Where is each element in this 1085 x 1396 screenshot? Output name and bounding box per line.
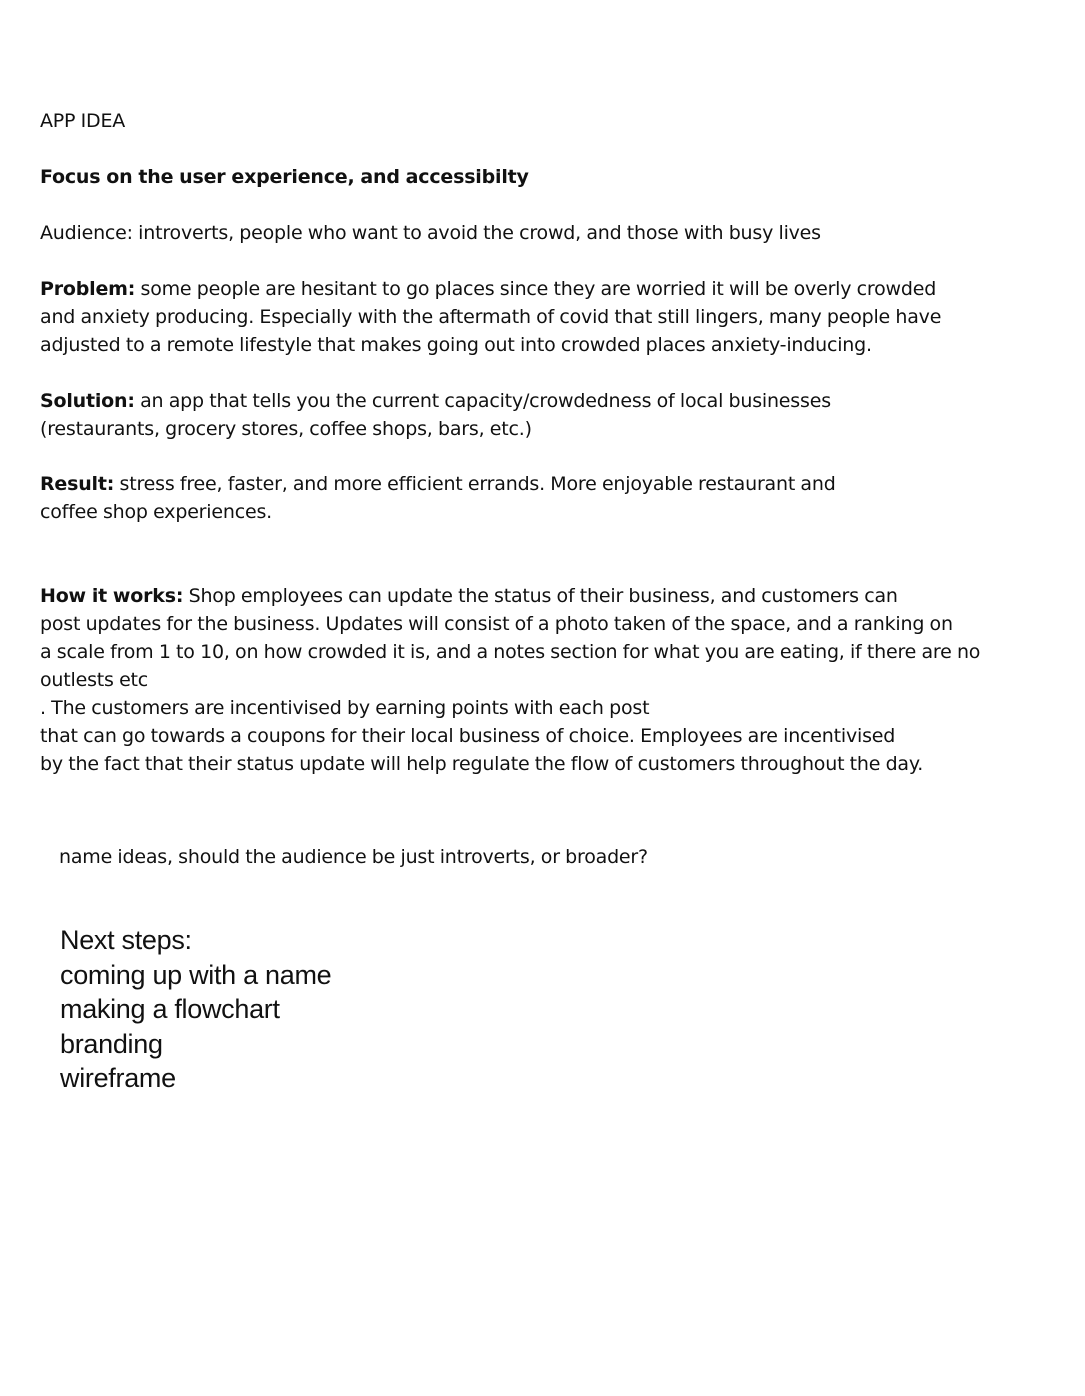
result-label: Result: [40,473,115,495]
problem-label: Problem: [40,278,136,300]
problem-text-1: some people are hesitant to go places since they are worried it will be overly crowded [135,278,937,300]
result-text-1: stress free, faster, and more efficient errands. More enjoyable restaurant and [114,473,836,495]
how-it-works-line-6: that can go towards a coupons for their local business of choice. Employees are incentivised [40,725,896,747]
solution-paragraph [40,387,1040,443]
how-it-works-label: How it works: [40,585,184,607]
solution-line-1 [40,387,1040,415]
open-question: name ideas, should the audience be just introverts, or broader? [59,846,648,868]
how-it-works-line-4: outlests etc [40,669,149,691]
problem-line-3: adjusted to a remote lifestyle that makes going out into crowded places anxiety-inducing. [40,334,872,356]
problem-line-2: and anxiety producing. Especially with the aftermath of covid that still lingers, many people have [40,306,942,328]
document-title [40,107,1040,135]
result-paragraph [40,470,1040,526]
result-line-2: coffee shop experiences. [40,501,272,523]
next-step-item: branding [60,1028,163,1059]
how-it-works-line-5: . The customers are incentivised by earning points with each post [40,697,650,719]
audience-text: Audience: introverts, people who want to avoid the crowd, and those with busy lives [40,222,821,244]
title-text: APP IDEA [40,110,126,132]
how-it-works-line-3: a scale from 1 to 10, on how crowded it is, and a notes section for what you are eating, if there are no [40,641,981,663]
how-it-works-line-2: post updates for the business. Updates will consist of a photo taken of the space, and a ranking on [40,613,953,635]
how-it-works-paragraph [40,582,1040,778]
how-it-works-line-1 [40,582,1040,610]
solution-text-1: an app that tells you the current capacity/crowdedness of local businesses [134,390,831,412]
next-steps-list [60,923,331,1096]
how-it-works-line-7: by the fact that their status update will help regulate the flow of customers throughout the day. [40,753,924,775]
problem-paragraph [40,275,1040,359]
focus-text: Focus on the user experience, and accessibilty [40,166,529,188]
result-line-1 [40,470,1040,498]
audience-paragraph [40,219,1040,247]
how-it-works-text-1: Shop employees can update the status of their business, and customers can [183,585,898,607]
next-steps-heading: Next steps: [60,925,192,955]
next-step-item: making a flowchart [60,994,280,1024]
focus-heading [40,163,1040,191]
solution-label: Solution: [40,390,135,412]
next-step-item: wireframe [60,1063,176,1093]
next-step-item: coming up with a name [60,959,332,990]
solution-line-2: (restaurants, grocery stores, coffee shops, bars, etc.) [40,418,532,440]
problem-line-1 [40,275,1040,303]
